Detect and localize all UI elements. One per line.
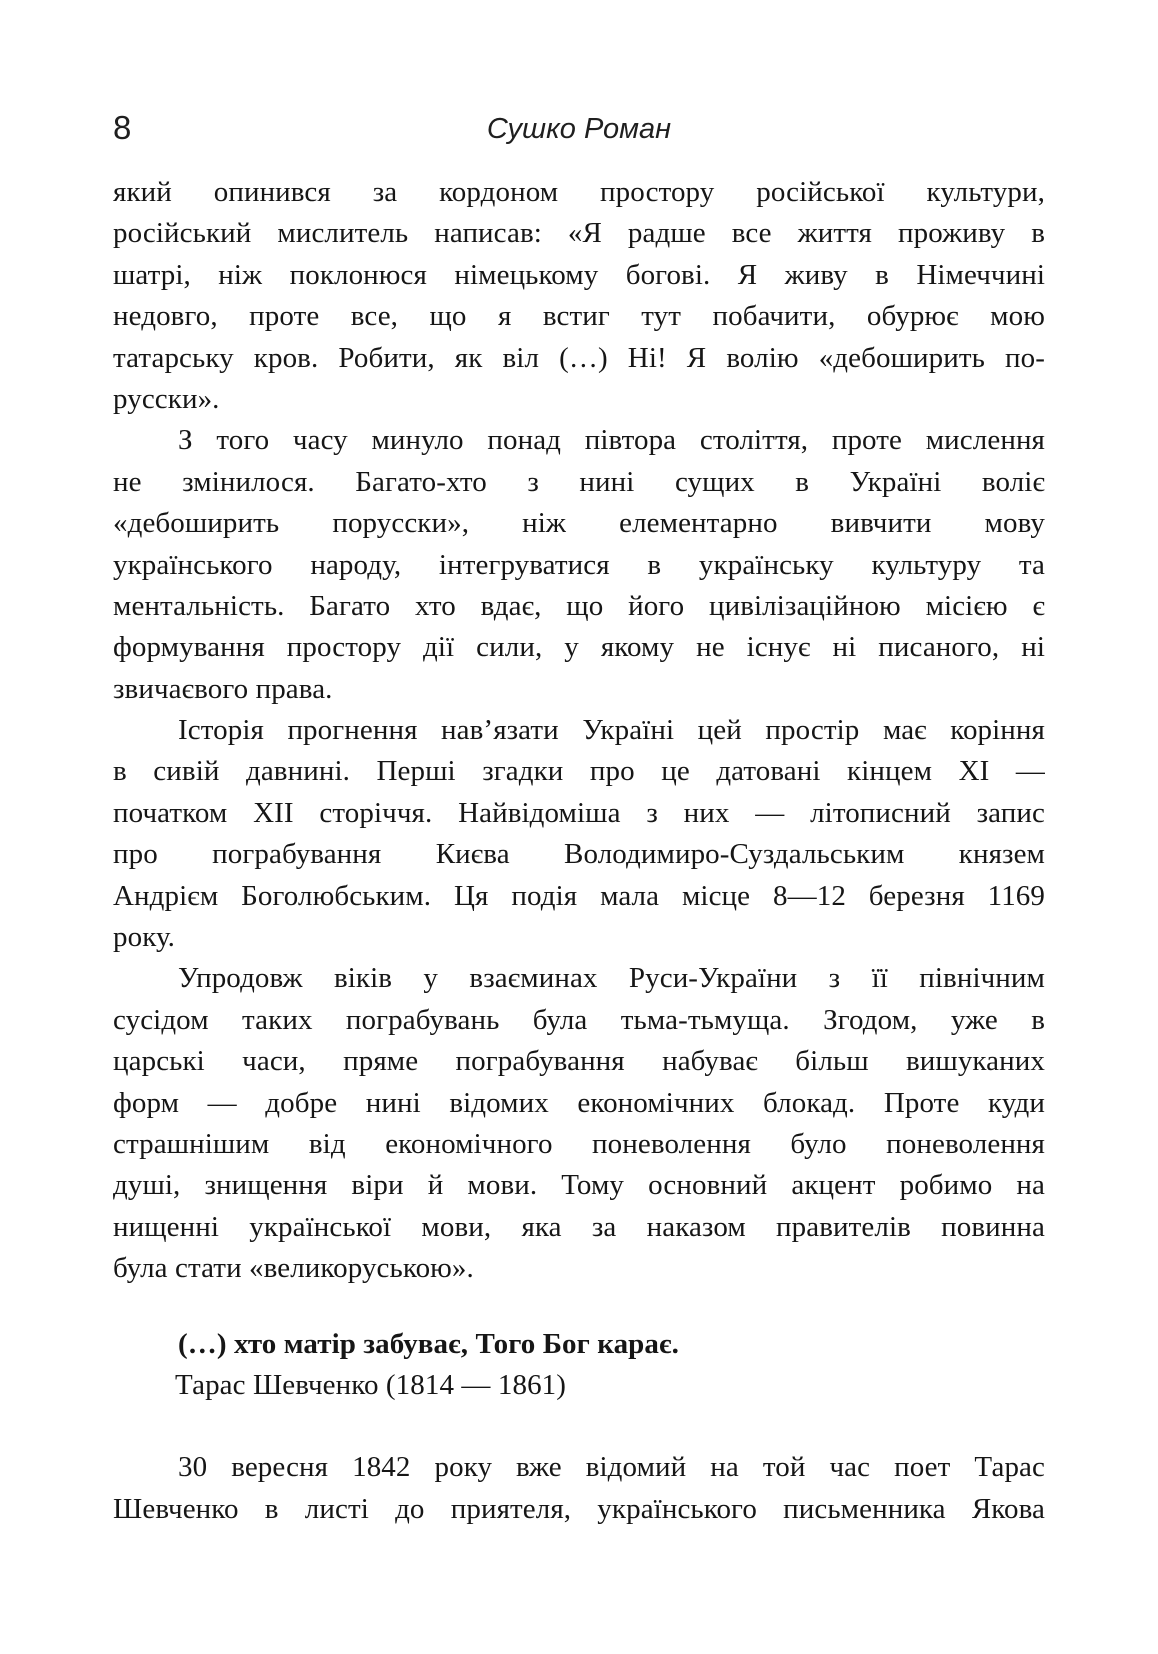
text-line: Упродовж віків у взаєминах Руси-України з її північним xyxy=(178,962,1045,995)
text-line: російський мислитель написав: «Я радше все життя проживу в xyxy=(113,217,1045,250)
text-line: Історія прогнення нав’язати Україні цей простір має коріння xyxy=(178,714,1045,747)
text-line: українського народу, інтегруватися в українську культуру та xyxy=(113,548,1045,581)
text-line: формування простору дії сили, у якому не існує ні писаного, ні xyxy=(113,631,1045,664)
text-line: З того часу минуло понад півтора століття, проте мислення xyxy=(178,424,1045,457)
text-line: душі, знищення віри й мови. Тому основний акцент робимо на xyxy=(113,1169,1045,1202)
text-line: страшнішим від економічного поневолення було поневолення xyxy=(113,1127,1045,1160)
page-number: 8 xyxy=(113,109,132,146)
text-line: царські часи, пряме пограбування набуває більш вишуканих xyxy=(113,1045,1045,1078)
text-line: «дебоширить порусски», ніж елементарно вивчити мову xyxy=(113,507,1045,540)
text-line: татарську кров. Робити, як віл (…) Ні! Я волію «дебоширить по- xyxy=(113,341,1045,374)
paragraph xyxy=(113,958,1045,1289)
text-line: була стати «великоруською». xyxy=(113,1252,474,1285)
text-line: сусідом таких пограбувань була тьма-тьмуща. Згодом, уже в xyxy=(113,1003,1045,1036)
text-line: недовго, проте все, що я встиг тут побачити, обурює мою xyxy=(113,300,1045,333)
text-line: ментальність. Багато хто вдає, що його цивілізаційною місією є xyxy=(113,589,1045,622)
body-text xyxy=(113,172,1045,1530)
paragraph xyxy=(113,710,1045,958)
text-line: нищенні української мови, яка за наказом правителів повинна xyxy=(113,1210,1045,1243)
text-line: 30 вересня 1842 року вже відомий на той час поет Тарас xyxy=(178,1451,1045,1484)
running-title: Сушко Роман xyxy=(486,113,672,145)
paragraph xyxy=(113,1447,1045,1530)
text-line: року. xyxy=(113,921,176,954)
text-line: не змінилося. Багато-хто з нині сущих в Україні воліє xyxy=(113,465,1045,498)
text-line: початком XII сторіччя. Найвідоміша з них — літописний запис xyxy=(113,796,1045,829)
text-line: звичаєвого права. xyxy=(113,672,333,705)
text-line: в сивій давнині. Перші згадки про це датовані кінцем XI — xyxy=(113,755,1045,788)
text-line: Андрієм Боголюбським. Ця подія мала місце 8—12 березня 1169 xyxy=(113,879,1045,912)
epigraph-attribution: Тарас Шевченко (1814 — 1861) xyxy=(175,1368,567,1401)
paragraph xyxy=(113,172,1045,420)
paragraph xyxy=(113,420,1045,710)
text-line: про пограбування Києва Володимиро-Суздальським князем xyxy=(113,838,1045,871)
text-line: форм — добре нині відомих економічних блокад. Проте куди xyxy=(113,1086,1045,1119)
text-line: русски». xyxy=(113,382,220,415)
text-line: який опинився за кордоном простору російської культури, xyxy=(113,176,1045,208)
epigraph-quote: (…) хто матір забуває, Того Бог карає. xyxy=(178,1327,679,1360)
epigraph xyxy=(113,1324,1045,1407)
text-line: шатрі, ніж поклонюся німецькому богові. Я живу в Німеччині xyxy=(113,258,1045,291)
text-line: Шевченко в листі до приятеля, українського письменника Якова xyxy=(113,1492,1045,1525)
